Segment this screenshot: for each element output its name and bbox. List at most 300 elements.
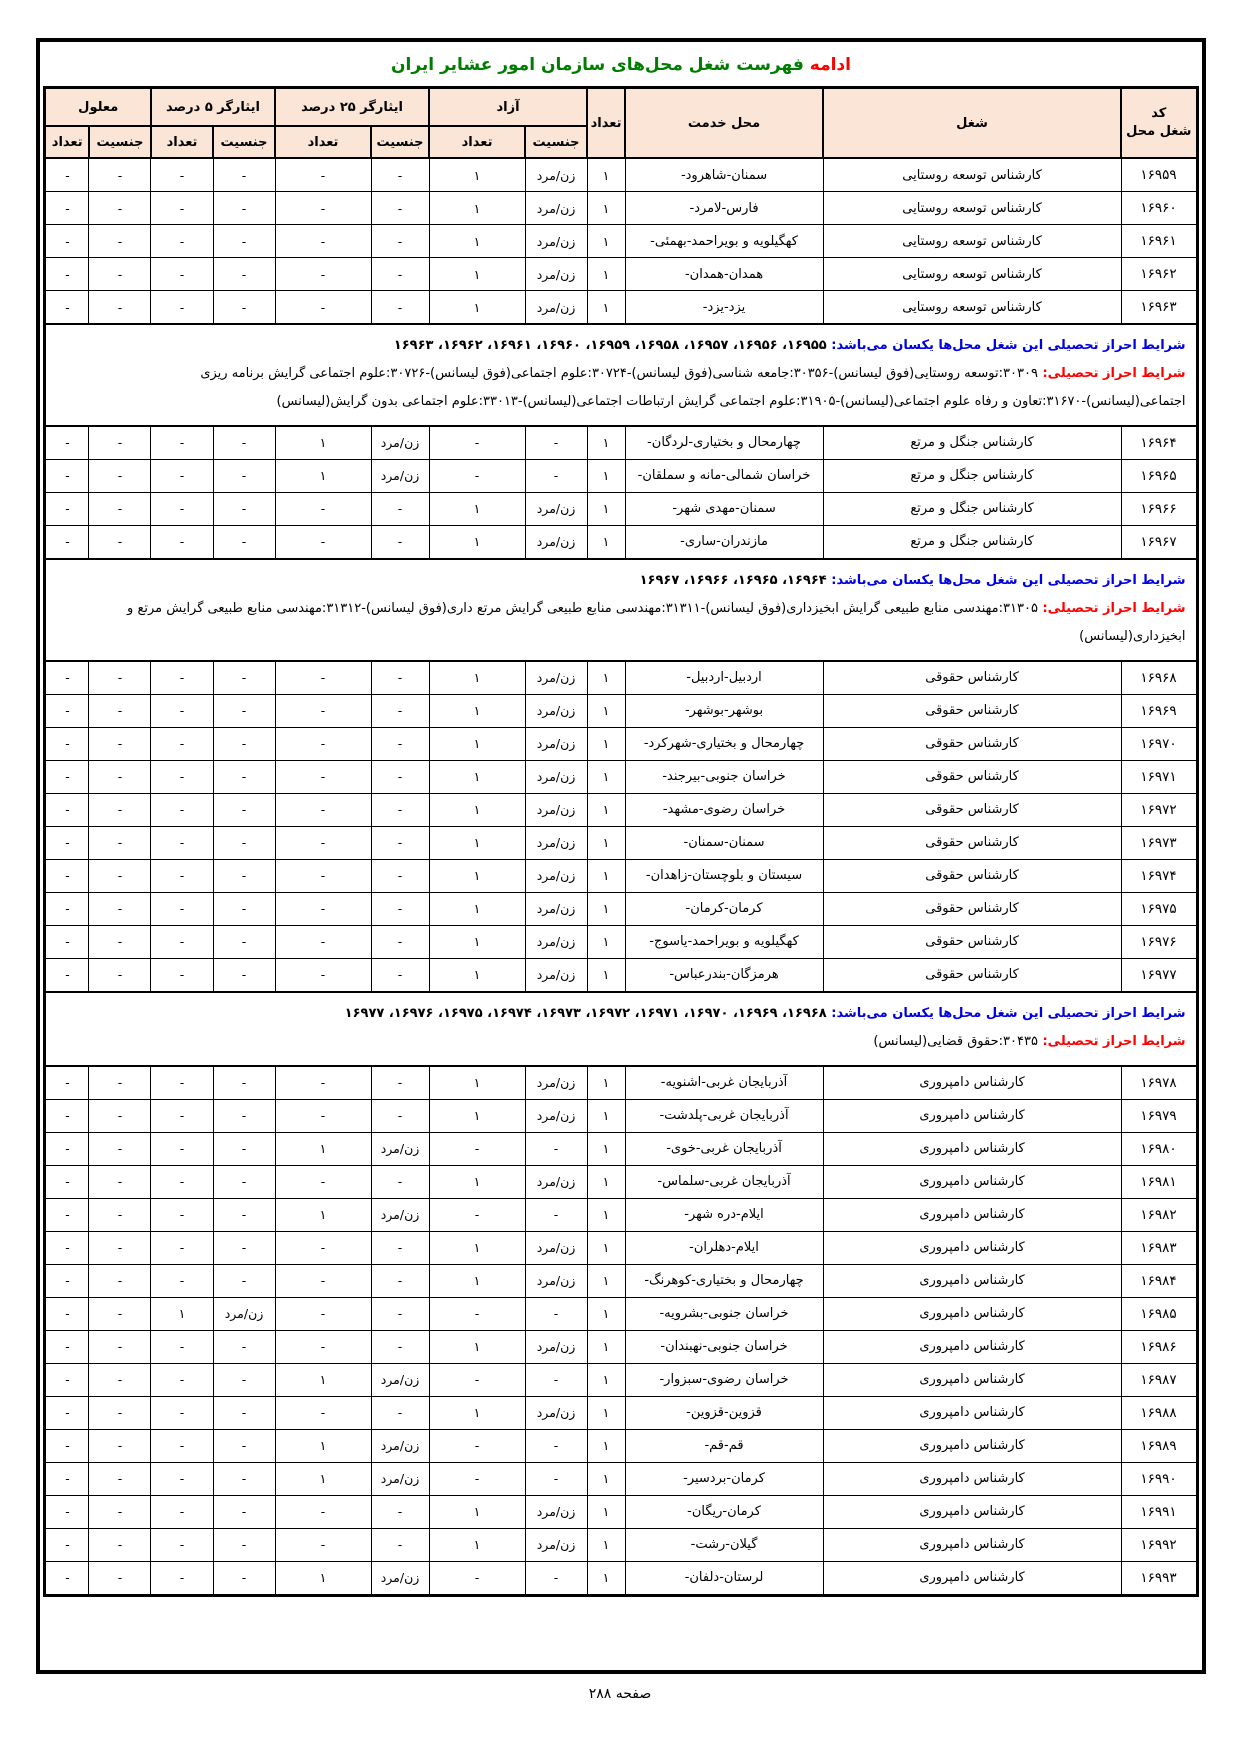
cell-azad-count: - [429, 1198, 525, 1231]
table-row [45, 1297, 1197, 1330]
cell-code: ۱۶۹۸۶ [1121, 1330, 1197, 1363]
cell-isar25-gender: - [371, 1231, 429, 1264]
cell-job: کارشناس جنگل و مرتع [823, 426, 1121, 460]
cell-location: همدان-همدان- [625, 258, 823, 291]
header-isar25-count: تعداد [275, 126, 371, 158]
cell-azad-gender: زن/مرد [525, 492, 587, 525]
cell-isar5-count: - [151, 958, 213, 992]
cell-isar5-count: - [151, 661, 213, 695]
cell-isar25-gender: زن/مرد [371, 1429, 429, 1462]
cell-total: ۱ [587, 1561, 625, 1595]
cell-location: آذربایجان غربی-اشنویه- [625, 1066, 823, 1100]
cell-code: ۱۶۹۸۰ [1121, 1132, 1197, 1165]
cell-location: کرمان-کرمان- [625, 892, 823, 925]
cell-code: ۱۶۹۸۹ [1121, 1429, 1197, 1462]
cell-disabled-gender: - [89, 892, 151, 925]
cell-azad-count: ۱ [429, 1165, 525, 1198]
cell-azad-gender: زن/مرد [525, 892, 587, 925]
cell-code: ۱۶۹۷۵ [1121, 892, 1197, 925]
cell-location: قم-قم- [625, 1429, 823, 1462]
cell-azad-count: ۱ [429, 1099, 525, 1132]
cell-disabled-count: - [45, 1231, 89, 1264]
cell-code: ۱۶۹۶۰ [1121, 192, 1197, 225]
note-row [45, 992, 1197, 1066]
cell-isar5-gender: - [213, 492, 275, 525]
cell-disabled-gender: - [89, 760, 151, 793]
cell-azad-gender: زن/مرد [525, 1396, 587, 1429]
cell-azad-count: ۱ [429, 1396, 525, 1429]
cell-isar25-count: - [275, 694, 371, 727]
cell-isar5-gender: - [213, 859, 275, 892]
cell-location: آذربایجان غربی-خوی- [625, 1132, 823, 1165]
cell-disabled-gender: - [89, 1330, 151, 1363]
cell-isar5-gender: - [213, 459, 275, 492]
header-group-disabled: معلول [45, 88, 151, 127]
cell-isar25-gender: - [371, 1330, 429, 1363]
cell-code: ۱۶۹۷۴ [1121, 859, 1197, 892]
cell-isar25-gender: زن/مرد [371, 1132, 429, 1165]
cell-isar25-count: - [275, 492, 371, 525]
cell-job: کارشناس حقوقی [823, 727, 1121, 760]
cell-isar5-gender: - [213, 793, 275, 826]
cell-job: کارشناس دامپروری [823, 1231, 1121, 1264]
table-row [45, 859, 1197, 892]
cell-isar25-gender: - [371, 1495, 429, 1528]
cell-disabled-count: - [45, 1528, 89, 1561]
cell-isar5-gender: - [213, 1561, 275, 1595]
cell-isar5-count: - [151, 426, 213, 460]
cell-isar25-gender: - [371, 925, 429, 958]
note-same-codes: ۱۶۹۶۸، ۱۶۹۶۹، ۱۶۹۷۰، ۱۶۹۷۱، ۱۶۹۷۲، ۱۶۹۷۳، ۱۶۹۷۴، ۱۶۹۷۵، ۱۶۹۷۶، ۱۶۹۷۷ [344, 1005, 827, 1021]
cell-job: کارشناس دامپروری [823, 1561, 1121, 1595]
cell-azad-count: ۱ [429, 192, 525, 225]
cell-job: کارشناس حقوقی [823, 661, 1121, 695]
cell-total: ۱ [587, 760, 625, 793]
cell-isar5-count: - [151, 1132, 213, 1165]
cell-disabled-count: - [45, 793, 89, 826]
cell-code: ۱۶۹۶۶ [1121, 492, 1197, 525]
job-positions-table [43, 86, 1198, 1597]
cell-azad-count: ۱ [429, 1330, 525, 1363]
table-row [45, 225, 1197, 258]
cell-disabled-gender: - [89, 1099, 151, 1132]
page-title [40, 55, 1202, 75]
cell-location: فارس-لامرد- [625, 192, 823, 225]
cell-azad-count: ۱ [429, 492, 525, 525]
table-row [45, 1462, 1197, 1495]
cell-disabled-gender: - [89, 925, 151, 958]
cell-job: کارشناس حقوقی [823, 694, 1121, 727]
cell-isar25-gender: - [371, 661, 429, 695]
cell-isar5-gender: - [213, 661, 275, 695]
cell-isar25-count: - [275, 925, 371, 958]
cell-azad-count: ۱ [429, 958, 525, 992]
cell-disabled-gender: - [89, 694, 151, 727]
cell-location: لرستان-دلفان- [625, 1561, 823, 1595]
cell-isar25-count: ۱ [275, 1363, 371, 1396]
cell-location: چهارمحال و بختیاری-کوهرنگ- [625, 1264, 823, 1297]
note-requirement-label: شرایط احراز تحصیلی: [1037, 600, 1186, 616]
cell-location: آذربایجان غربی-پلدشت- [625, 1099, 823, 1132]
cell-isar5-gender: - [213, 958, 275, 992]
cell-isar5-gender: - [213, 1165, 275, 1198]
cell-azad-count: - [429, 1132, 525, 1165]
cell-disabled-count: - [45, 525, 89, 559]
cell-total: ۱ [587, 1495, 625, 1528]
cell-total: ۱ [587, 727, 625, 760]
note-requirement-text: ۳۰۴۳۵:حقوق قضایی(لیسانس) [873, 1033, 1038, 1049]
cell-disabled-count: - [45, 1396, 89, 1429]
cell-total: ۱ [587, 925, 625, 958]
cell-azad-count: ۱ [429, 291, 525, 325]
cell-job: کارشناس دامپروری [823, 1396, 1121, 1429]
cell-isar25-gender: زن/مرد [371, 1198, 429, 1231]
cell-disabled-count: - [45, 1462, 89, 1495]
cell-isar25-gender: - [371, 1066, 429, 1100]
cell-azad-count: ۱ [429, 826, 525, 859]
cell-isar25-count: - [275, 760, 371, 793]
cell-azad-count: - [429, 1363, 525, 1396]
cell-total: ۱ [587, 859, 625, 892]
cell-job: کارشناس دامپروری [823, 1528, 1121, 1561]
cell-total: ۱ [587, 1231, 625, 1264]
cell-azad-count: - [429, 1429, 525, 1462]
cell-total: ۱ [587, 958, 625, 992]
cell-disabled-gender: - [89, 1297, 151, 1330]
cell-azad-gender: زن/مرد [525, 1231, 587, 1264]
table-row [45, 459, 1197, 492]
header-isar5-gender: جنسیت [213, 126, 275, 158]
cell-isar5-count: - [151, 1396, 213, 1429]
cell-azad-gender: زن/مرد [525, 760, 587, 793]
cell-code: ۱۶۹۶۹ [1121, 694, 1197, 727]
cell-code: ۱۶۹۵۹ [1121, 158, 1197, 192]
cell-isar5-count: - [151, 727, 213, 760]
table-row [45, 1561, 1197, 1595]
cell-disabled-count: - [45, 426, 89, 460]
cell-disabled-gender: - [89, 1495, 151, 1528]
cell-isar25-gender: - [371, 859, 429, 892]
cell-isar25-gender: - [371, 225, 429, 258]
cell-job: کارشناس توسعه روستایی [823, 258, 1121, 291]
cell-isar5-count: - [151, 1198, 213, 1231]
cell-isar5-count: - [151, 192, 213, 225]
cell-code: ۱۶۹۶۱ [1121, 225, 1197, 258]
cell-total: ۱ [587, 793, 625, 826]
cell-job: کارشناس دامپروری [823, 1165, 1121, 1198]
cell-disabled-gender: - [89, 1363, 151, 1396]
cell-job: کارشناس دامپروری [823, 1132, 1121, 1165]
cell-azad-gender: زن/مرد [525, 158, 587, 192]
cell-total: ۱ [587, 661, 625, 695]
cell-job: کارشناس دامپروری [823, 1429, 1121, 1462]
cell-azad-gender: زن/مرد [525, 1165, 587, 1198]
cell-location: سمنان-سمنان- [625, 826, 823, 859]
cell-azad-count: ۱ [429, 158, 525, 192]
cell-isar5-count: - [151, 859, 213, 892]
cell-job: کارشناس جنگل و مرتع [823, 459, 1121, 492]
cell-azad-gender: زن/مرد [525, 291, 587, 325]
cell-disabled-gender: - [89, 1396, 151, 1429]
table-row [45, 760, 1197, 793]
cell-job: کارشناس جنگل و مرتع [823, 492, 1121, 525]
note-cell [45, 992, 1197, 1066]
cell-location: کرمان-بردسیر- [625, 1462, 823, 1495]
cell-azad-count: ۱ [429, 694, 525, 727]
cell-isar25-gender: - [371, 492, 429, 525]
note-row [45, 559, 1197, 661]
cell-code: ۱۶۹۷۲ [1121, 793, 1197, 826]
cell-isar5-count: - [151, 459, 213, 492]
cell-disabled-gender: - [89, 1132, 151, 1165]
cell-disabled-count: - [45, 1297, 89, 1330]
cell-isar5-gender: - [213, 826, 275, 859]
cell-disabled-count: - [45, 492, 89, 525]
cell-isar25-gender: زن/مرد [371, 1462, 429, 1495]
cell-isar25-gender: - [371, 958, 429, 992]
cell-job: کارشناس حقوقی [823, 793, 1121, 826]
table-row [45, 1495, 1197, 1528]
cell-isar5-gender: - [213, 1198, 275, 1231]
cell-job: کارشناس حقوقی [823, 826, 1121, 859]
cell-code: ۱۶۹۷۳ [1121, 826, 1197, 859]
header-isar5-count: تعداد [151, 126, 213, 158]
cell-total: ۱ [587, 1396, 625, 1429]
cell-location: اردبیل-اردبیل- [625, 661, 823, 695]
cell-disabled-gender: - [89, 1198, 151, 1231]
cell-isar25-gender: - [371, 826, 429, 859]
cell-isar5-gender: - [213, 225, 275, 258]
cell-isar25-gender: - [371, 1297, 429, 1330]
cell-azad-count: ۱ [429, 225, 525, 258]
cell-azad-count: ۱ [429, 925, 525, 958]
cell-disabled-count: - [45, 661, 89, 695]
table-row [45, 892, 1197, 925]
cell-isar5-count: - [151, 925, 213, 958]
cell-disabled-gender: - [89, 492, 151, 525]
cell-disabled-gender: - [89, 225, 151, 258]
cell-disabled-count: - [45, 158, 89, 192]
header-group-azad: آزاد [429, 88, 587, 127]
cell-azad-count: - [429, 1561, 525, 1595]
cell-job: کارشناس دامپروری [823, 1330, 1121, 1363]
table-row [45, 1165, 1197, 1198]
cell-isar5-count: - [151, 525, 213, 559]
cell-total: ۱ [587, 1165, 625, 1198]
cell-isar25-gender: - [371, 793, 429, 826]
cell-location: سمنان-مهدی شهر- [625, 492, 823, 525]
cell-disabled-count: - [45, 225, 89, 258]
cell-location: چهارمحال و بختیاری-شهرکرد- [625, 727, 823, 760]
cell-disabled-gender: - [89, 158, 151, 192]
table-row [45, 925, 1197, 958]
cell-isar25-gender: - [371, 1099, 429, 1132]
cell-disabled-count: - [45, 459, 89, 492]
cell-total: ۱ [587, 1132, 625, 1165]
cell-isar5-count: - [151, 1561, 213, 1595]
cell-azad-gender: زن/مرد [525, 192, 587, 225]
cell-total: ۱ [587, 1462, 625, 1495]
cell-code: ۱۶۹۶۸ [1121, 661, 1197, 695]
table-row [45, 958, 1197, 992]
cell-isar5-count: - [151, 1363, 213, 1396]
cell-disabled-count: - [45, 694, 89, 727]
table-row [45, 1198, 1197, 1231]
cell-isar25-count: - [275, 1264, 371, 1297]
note-same-label: شرایط احراز تحصیلی این شغل محل‌ها یکسان می‌باشد: [826, 572, 1186, 588]
cell-isar25-count: - [275, 1099, 371, 1132]
cell-isar5-gender: - [213, 892, 275, 925]
cell-isar25-gender: - [371, 1264, 429, 1297]
cell-job: کارشناس حقوقی [823, 760, 1121, 793]
cell-azad-gender: زن/مرد [525, 1528, 587, 1561]
cell-isar25-gender: - [371, 158, 429, 192]
cell-job: کارشناس حقوقی [823, 859, 1121, 892]
note-cell [45, 324, 1197, 426]
note-requirement-label: شرایط احراز تحصیلی: [1037, 365, 1186, 381]
cell-azad-gender: - [525, 1297, 587, 1330]
cell-disabled-count: - [45, 892, 89, 925]
cell-disabled-count: - [45, 1165, 89, 1198]
cell-disabled-count: - [45, 1198, 89, 1231]
cell-total: ۱ [587, 892, 625, 925]
table-row [45, 492, 1197, 525]
table-row [45, 727, 1197, 760]
cell-code: ۱۶۹۶۴ [1121, 426, 1197, 460]
cell-disabled-count: - [45, 958, 89, 992]
cell-total: ۱ [587, 258, 625, 291]
cell-isar25-gender: - [371, 291, 429, 325]
note-requirement-text: ۳۰۳۰۹:توسعه روستایی(فوق لیسانس)-۳۰۳۵۶:جامعه شناسی(فوق لیسانس)-۳۰۷۲۴:علوم اجتماعی(فوق لیسانس)-۳۰۷۲۶:علوم اجتماعی گرایش برنامه ریزی اجتماعی(لیسانس)-۳۱۶۷۰:تعاون و رفاه علوم اجتماعی(لیسانس)-۳۱۹۰۵:علوم اجتماعی گرایش ارتباطات اجتماعی(لیسانس)-۳۳۰۱۳:علوم اجتماعی بدون گرایش(لیسانس) [200, 365, 1186, 409]
note-same-codes: ۱۶۹۶۴، ۱۶۹۶۵، ۱۶۹۶۶، ۱۶۹۶۷ [639, 572, 827, 588]
cell-azad-count: ۱ [429, 1231, 525, 1264]
cell-isar5-count: - [151, 1429, 213, 1462]
cell-disabled-gender: - [89, 727, 151, 760]
cell-azad-count: - [429, 1462, 525, 1495]
note-requirement-label: شرایط احراز تحصیلی: [1037, 1033, 1186, 1049]
cell-isar5-count: - [151, 1066, 213, 1100]
cell-location: کهگیلویه و بویراحمد-بهمئی- [625, 225, 823, 258]
cell-location: چهارمحال و بختیاری-لردگان- [625, 426, 823, 460]
cell-code: ۱۶۹۸۸ [1121, 1396, 1197, 1429]
cell-code: ۱۶۹۷۰ [1121, 727, 1197, 760]
table-row [45, 694, 1197, 727]
cell-isar25-count: - [275, 1528, 371, 1561]
cell-isar25-count: ۱ [275, 459, 371, 492]
cell-disabled-count: - [45, 1099, 89, 1132]
cell-disabled-gender: - [89, 826, 151, 859]
cell-isar5-count: - [151, 1165, 213, 1198]
cell-isar25-count: - [275, 291, 371, 325]
cell-disabled-count: - [45, 925, 89, 958]
table-row [45, 1363, 1197, 1396]
header-code-line1: کد [1151, 106, 1167, 122]
cell-isar25-count: - [275, 826, 371, 859]
cell-job: کارشناس دامپروری [823, 1198, 1121, 1231]
cell-job: کارشناس دامپروری [823, 1462, 1121, 1495]
cell-location: سیستان و بلوچستان-زاهدان- [625, 859, 823, 892]
cell-isar25-count: - [275, 192, 371, 225]
note-same-codes: ۱۶۹۵۵، ۱۶۹۵۶، ۱۶۹۵۷، ۱۶۹۵۸، ۱۶۹۵۹، ۱۶۹۶۰، ۱۶۹۶۱، ۱۶۹۶۲، ۱۶۹۶۳ [393, 338, 827, 353]
note-requirement-line [56, 595, 1185, 651]
cell-azad-count: ۱ [429, 1528, 525, 1561]
cell-job: کارشناس جنگل و مرتع [823, 525, 1121, 559]
cell-job: کارشناس دامپروری [823, 1297, 1121, 1330]
cell-location: هرمزگان-بندرعباس- [625, 958, 823, 992]
header-isar25-gender: جنسیت [371, 126, 429, 158]
cell-isar5-gender: - [213, 1462, 275, 1495]
cell-disabled-count: - [45, 760, 89, 793]
cell-disabled-gender: - [89, 426, 151, 460]
cell-code: ۱۶۹۷۶ [1121, 925, 1197, 958]
table-row [45, 1429, 1197, 1462]
cell-azad-gender: زن/مرد [525, 1495, 587, 1528]
cell-isar5-count: ۱ [151, 1297, 213, 1330]
cell-azad-gender: زن/مرد [525, 859, 587, 892]
cell-isar5-count: - [151, 892, 213, 925]
cell-disabled-count: - [45, 727, 89, 760]
cell-isar5-gender: - [213, 525, 275, 559]
cell-code: ۱۶۹۶۳ [1121, 291, 1197, 325]
cell-isar25-gender: - [371, 760, 429, 793]
cell-azad-gender: زن/مرد [525, 793, 587, 826]
cell-total: ۱ [587, 694, 625, 727]
cell-azad-gender: - [525, 459, 587, 492]
cell-isar5-count: - [151, 492, 213, 525]
cell-location: خراسان جنوبی-نهبندان- [625, 1330, 823, 1363]
cell-isar5-count: - [151, 291, 213, 325]
cell-isar5-gender: - [213, 1363, 275, 1396]
cell-location: ایلام-دره شهر- [625, 1198, 823, 1231]
cell-total: ۱ [587, 1363, 625, 1396]
header-code [1121, 88, 1197, 159]
cell-isar25-count: ۱ [275, 1462, 371, 1495]
cell-azad-count: ۱ [429, 859, 525, 892]
cell-disabled-count: - [45, 1330, 89, 1363]
job-table-body [45, 158, 1197, 1595]
note-requirement-line [56, 1028, 1185, 1056]
cell-disabled-count: - [45, 1429, 89, 1462]
cell-disabled-count: - [45, 1132, 89, 1165]
page-number: صفحه ۲۸۸ [588, 1686, 652, 1702]
cell-isar5-gender: - [213, 158, 275, 192]
cell-job: کارشناس توسعه روستایی [823, 225, 1121, 258]
cell-code: ۱۶۹۸۴ [1121, 1264, 1197, 1297]
cell-azad-count: - [429, 426, 525, 460]
cell-job: کارشناس حقوقی [823, 958, 1121, 992]
cell-azad-gender: - [525, 426, 587, 460]
cell-isar25-count: - [275, 1066, 371, 1100]
cell-job: کارشناس دامپروری [823, 1066, 1121, 1100]
cell-isar5-gender: زن/مرد [213, 1297, 275, 1330]
cell-isar25-count: - [275, 258, 371, 291]
table-row [45, 793, 1197, 826]
cell-isar25-gender: - [371, 1528, 429, 1561]
cell-isar25-gender: - [371, 192, 429, 225]
cell-azad-gender: - [525, 1429, 587, 1462]
cell-disabled-count: - [45, 192, 89, 225]
cell-isar25-count: ۱ [275, 426, 371, 460]
cell-isar25-gender: - [371, 1396, 429, 1429]
cell-isar25-count: ۱ [275, 1561, 371, 1595]
cell-code: ۱۶۹۷۸ [1121, 1066, 1197, 1100]
cell-isar5-gender: - [213, 1231, 275, 1264]
cell-isar25-gender: زن/مرد [371, 459, 429, 492]
cell-azad-count: ۱ [429, 760, 525, 793]
cell-azad-gender: زن/مرد [525, 826, 587, 859]
cell-azad-count: ۱ [429, 1264, 525, 1297]
cell-azad-count: - [429, 459, 525, 492]
